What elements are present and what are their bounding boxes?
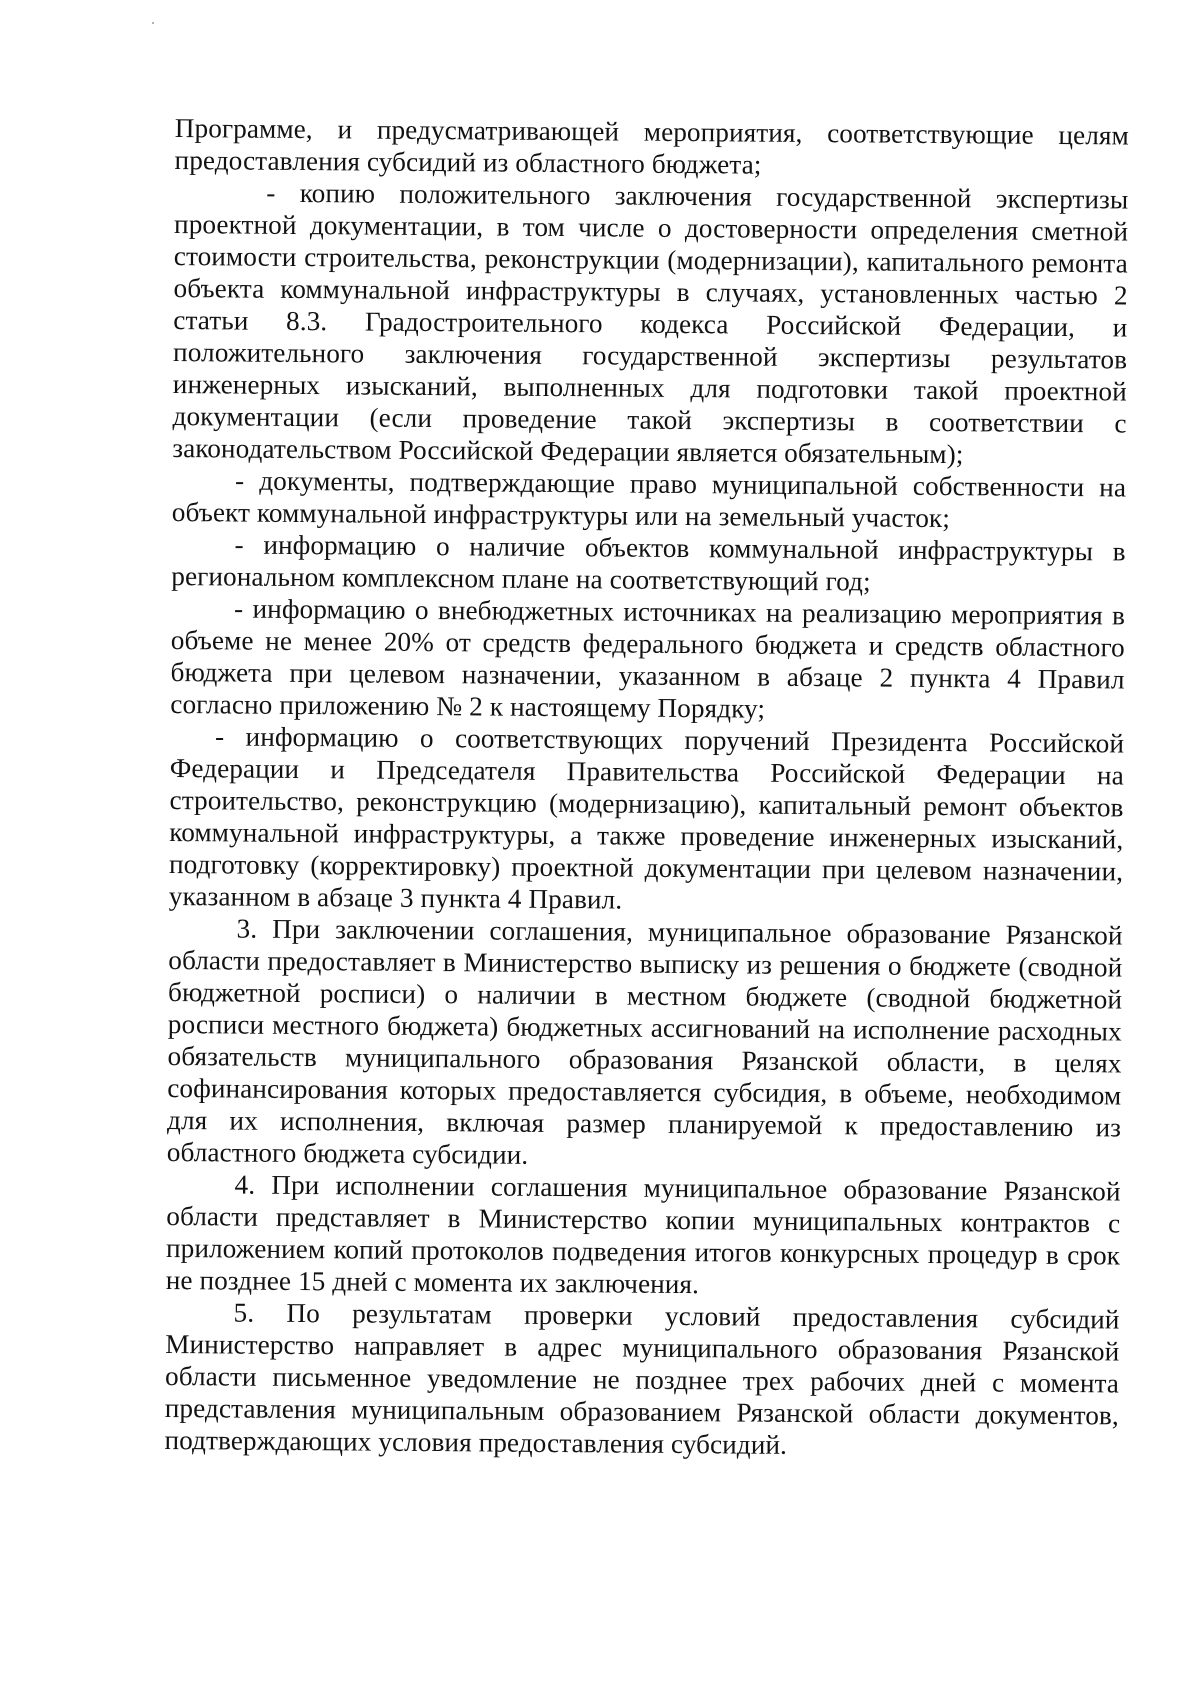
- paragraph-item-4: 4. При исполнении соглашения муниципальное образование Рязанской области представляет в Министерство копии муниципальных контрактов с приложением копий протоколов подведения итогов конкурсных процедур в срок не позднее 15 дней с момента их заключения.: [165, 1169, 1121, 1300]
- paragraph-continuation: Программе, и предусматривающей мероприятия, соответствующие целям предоставления субсидий из областного бюджета;: [174, 112, 1129, 180]
- paragraph-regional-plan-info: - информацию о наличие объектов коммунальной инфраструктуры в региональном комплексном плане на соответствующий год;: [171, 529, 1126, 597]
- paragraph-instructions-info: - информацию о соответствующих поручений Президента Российской Федерации и Председателя Правительства Российской Федерации на строительство, реконструкцию (модернизацию), капитальный ремонт объектов коммунальной инфраструктуры, а также проведение инженерных изысканий, подготовку (корректировку) проектной документации при целевом назначении, указанном в абзаце 3 пункта 4 Правил.: [168, 721, 1125, 915]
- scan-speck: [152, 22, 154, 24]
- paragraph-ownership-documents: - документы, подтверждающие право муниципальной собственности на объект коммунальной инфраструктуры или на земельный участок;: [171, 465, 1127, 534]
- paragraph-item-5: 5. По результатам проверки условий предоставления субсидий Министерство направляет в адрес муниципального образования Рязанской области письменное уведомление не позднее трех рабочих дней с момента представления муниципальным образованием Рязанской области документов, подтверждающих условия предоставления субсидий.: [164, 1297, 1120, 1460]
- paragraph-extrabudgetary-info: - информацию о внебюджетных источниках на реализацию мероприятия в объеме не менее 20% от средств федерального бюджета и средств областного бюджета при целевом назначении, указанном в абзаце 2 пункта 4 Правил согласно приложению № 2 к настоящему Порядку;: [170, 593, 1126, 724]
- paragraph-item-3: 3. При заключении соглашения, муниципальное образование Рязанской области предоставляет в Министерство выписку из решения о бюджете (сводной бюджетной росписи) о наличии в местном бюджете (сводной бюджетной росписи местного бюджета) бюджетных ассигнований на исполнение расходных обязательств муниципального образования Рязанской области, в целях софинансирования которых предоставляется субсидия, в объеме, необходимом для их исполнения, включая размер планируемой к предоставлению из областного бюджета субсидии.: [166, 913, 1123, 1170]
- document-body: [164, 112, 1129, 1463]
- paragraph-expertise-copy: - копию положительного заключения государственной экспертизы проектной документации, в том числе о достоверности определения сметной стоимости строительства, реконструкции (модернизации), капитального ремонта объекта коммунальной инфраструктуры в случаях, установленных частью 2 статьи 8.3. Градостроительного кодекса Российской Федерации, и положительного заключения государственной экспертизы результатов инженерных изысканий, выполненных для подготовки такой проектной документации (если проведение такой экспертизы в соответствии с законодательством Российской Федерации является обязательным);: [172, 177, 1129, 470]
